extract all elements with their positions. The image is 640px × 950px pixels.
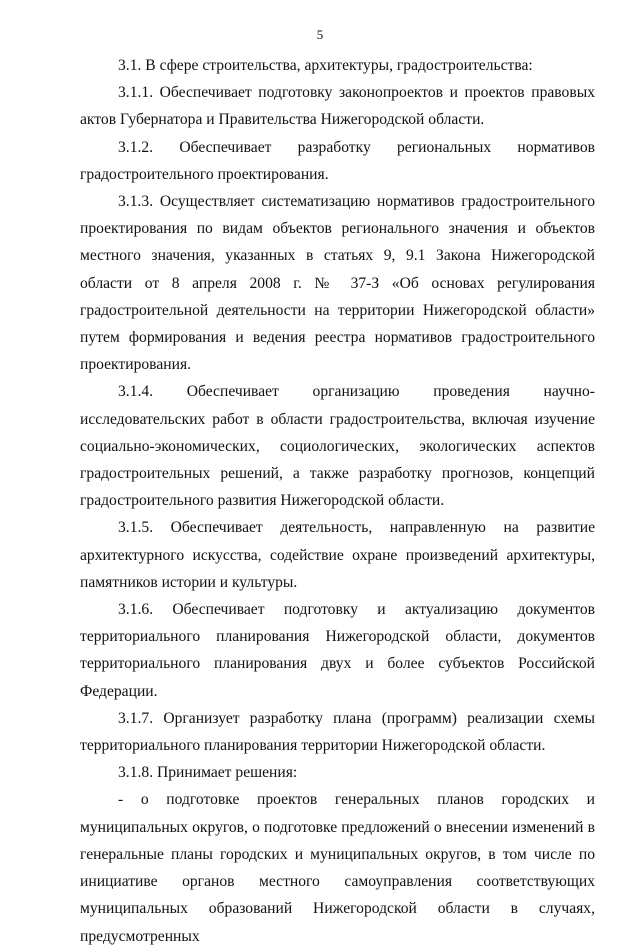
page-number: 5: [316, 27, 324, 42]
paragraph-3-1-3: 3.1.3. Осуществляет систематизацию нормативов градостроительного проектирования по видам объектов регионального значения и объектов местного значения, указанных в статьях 9, 9.1 Закона Нижегородской области от 8 апреля 2008 г. № 37-З «Об основах регулирования градостроительной деятельности на территории Нижегородской области» путем формирования и ведения реестра нормативов градостроительного проектирования.: [80, 193, 595, 374]
paragraph-3-1-2: 3.1.2. Обеспечивает разработку региональных нормативов градостроительного проектирования.: [80, 138, 595, 183]
list-item-general-plans: - о подготовке проектов генеральных планов городских и муниципальных округов, о подготовке предложений о внесении изменений в генеральные планы городских и муниципальных округов, в том числе по инициативе органов местного самоуправления соответствующих муниципальных образований Нижегородской области в случаях, предусмотренных: [80, 791, 595, 945]
paragraph-3-1-1: 3.1.1. Обеспечивает подготовку законопроектов и проектов правовых актов Губернатора и Правительства Нижегородской области.: [80, 84, 595, 129]
paragraph-3-1-5: 3.1.5. Обеспечивает деятельность, направленную на развитие архитектурного искусства, содействие охране произведений архитектуры, памятников истории и культуры.: [80, 519, 595, 591]
paragraph-3-1-4: 3.1.4. Обеспечивает организацию проведения научно-исследовательских работ в области градостроительства, включая изучение социально-экономических, социологических, экологических аспектов градостроительных решений, а также разработку прогнозов, концепций градостроительного развития Нижегородской области.: [80, 383, 595, 510]
paragraph-3-1-7: 3.1.7. Организует разработку плана (программ) реализации схемы территориального планирования территории Нижегородской области.: [80, 709, 595, 755]
section-heading-3-1: 3.1. В сфере строительства, архитектуры, градостроительства:: [118, 57, 533, 74]
document-body: [80, 52, 595, 950]
paragraph-3-1-6: 3.1.6. Обеспечивает подготовку и актуализацию документов территориального планирования Нижегородской области, документов территориального планирования двух и более субъектов Российской Федерации.: [80, 601, 595, 700]
paragraph-3-1-8: 3.1.8. Принимает решения:: [118, 764, 298, 782]
